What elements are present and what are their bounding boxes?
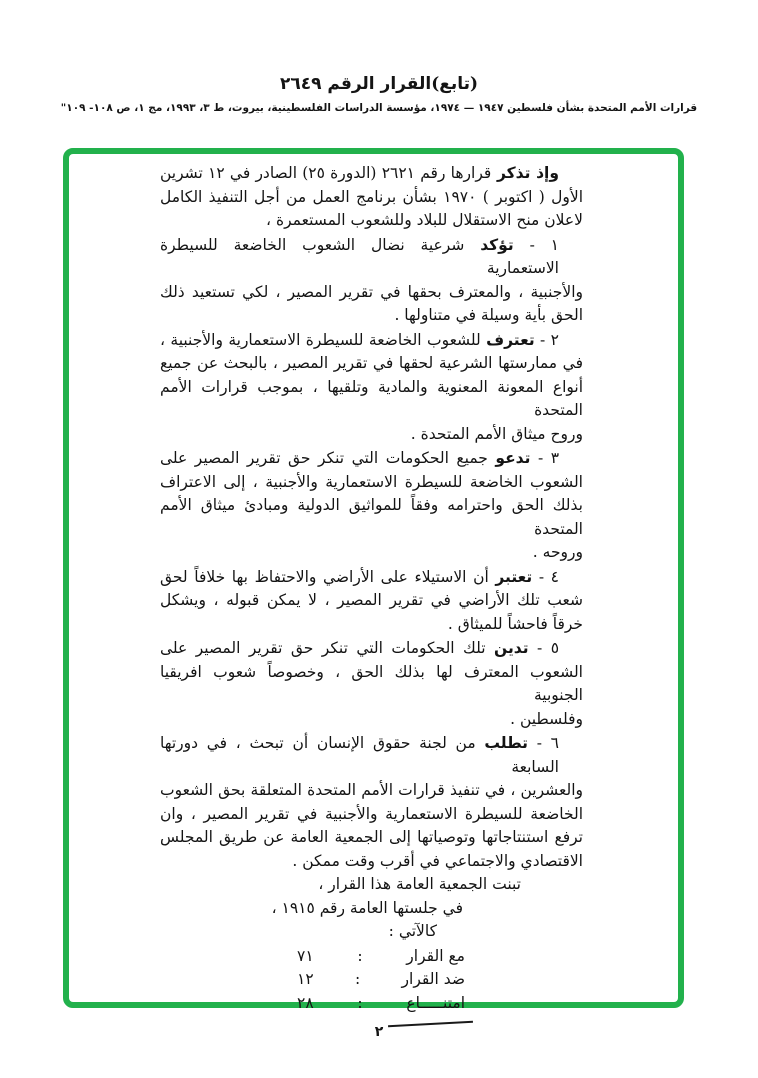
text-segment: وروح ميثاق الأمم المتحدة .	[410, 424, 583, 443]
text-line	[160, 541, 583, 565]
text-segment: ٤ -	[532, 567, 559, 586]
text-line	[160, 873, 583, 897]
text-segment: والأجنبية ، والمعترف بحقها في تقرير المصير ، لكي تستعيد ذلك	[160, 282, 583, 301]
vote-value: ١٢	[297, 970, 314, 988]
document-body	[160, 161, 583, 1025]
source-citation-line: قرارات الأمم المتحدة بشأن فلسطين ١٩٤٧ — ١٩٧٤، مؤسسة الدراسات الفلسطينية، بيروت، ط ٣، ١٩٩٣، مج ١، ص ١٠٨- ١٠٩"	[60, 102, 698, 114]
text-segment: شرعية نضال الشعوب الخاضعة للسيطرة الاستعمارية	[160, 235, 559, 277]
resolution-title: (تابع)القرار الرقم ٢٦٤٩	[279, 74, 479, 94]
text-line	[160, 779, 583, 803]
document-lines	[160, 161, 583, 944]
vote-colon: :	[357, 946, 363, 965]
vote-rows	[160, 945, 583, 1016]
text-segment: الشعوب الخاضعة للسيطرة الاستعمارية والأجنبية ، إلى الاعتراف	[160, 472, 583, 491]
text-line	[160, 233, 583, 281]
text-segment: الشعوب المعترف لها بذلك الحق ، وخصوصاً شعوب افريقيا الجنوبية	[160, 662, 583, 704]
text-segment: بذلك الحق واحترامه وفقاً للمواثيق الدولية ومبادئ ميثاق الأمم المتحدة	[160, 496, 583, 538]
vote-colon: :	[354, 970, 361, 988]
text-line	[160, 708, 583, 732]
text-segment: وروحه .	[532, 543, 583, 561]
text-segment: الاقتصادي والاجتماعي في أقرب وقت ممكن .	[292, 851, 583, 870]
text-segment: أن الاستيلاء على الأراضي والاحتفاظ بها خلافاً لحق	[160, 567, 496, 586]
text-line	[160, 731, 583, 779]
vote-colon: :	[357, 993, 363, 1012]
text-segment: أنواع المعونة المعنوية والمادية وتلقيها ، بموجب قرارات الأمم المتحدة	[160, 377, 583, 419]
vote-row	[297, 992, 465, 1016]
text-segment: لاعلان منح الاستقلال للبلاد وللشعوب المستعمرة ،	[266, 211, 583, 229]
text-segment: ترفع استنتاجاتها وتوصياتها إلى الجمعية العامة عن طريق المجلس	[160, 828, 583, 846]
text-line	[160, 304, 583, 328]
text-line	[160, 897, 583, 921]
text-line	[160, 209, 583, 233]
vote-value: ٢٨	[297, 993, 314, 1012]
text-line	[160, 661, 583, 708]
text-segment: تبنت الجمعية العامة هذا القرار ،	[318, 875, 521, 893]
text-line	[160, 589, 583, 613]
text-line	[160, 613, 583, 637]
text-line	[160, 186, 583, 210]
page-number: ٢	[374, 1024, 384, 1040]
text-line	[160, 281, 583, 305]
bold-text-segment: تدعو	[495, 448, 531, 467]
text-line	[160, 423, 583, 447]
text-segment: جميع الحكومات التي تنكر حق تقرير المصير على	[160, 449, 496, 467]
vote-label: امتنـــــاع	[406, 993, 465, 1012]
text-segment: ١ -	[513, 235, 559, 254]
text-segment: ٥ -	[528, 639, 560, 657]
text-segment: الخاضعة للسيطرة الاستعمارية والأجنبية في تقرير المصير ، وان	[160, 804, 583, 823]
bold-text-segment: وإذ تذكر	[491, 163, 559, 182]
vote-label: مع القرار	[406, 946, 465, 965]
text-segment: وفلسطين .	[510, 709, 583, 728]
vote-row	[297, 968, 465, 992]
text-line	[160, 471, 583, 495]
text-line	[160, 376, 583, 423]
text-line	[160, 826, 583, 850]
text-line	[160, 920, 583, 944]
text-segment: ٣ -	[530, 449, 560, 467]
text-line	[160, 850, 583, 874]
text-line	[160, 636, 583, 661]
text-segment: ٢ -	[534, 330, 559, 349]
text-segment: للشعوب الخاضعة للسيطرة الاستعمارية والأجنبية ،	[160, 330, 487, 349]
bold-text-segment: تدين	[494, 638, 529, 657]
vote-row	[297, 945, 465, 969]
text-segment: من لجنة حقوق الإنسان أن تبحث ، في دورتها السابعة	[160, 734, 559, 776]
text-segment: في ممارستها الشرعية لحقها في تقرير المصير ، بالبحث عن جميع	[160, 354, 583, 372]
bold-text-segment: تؤكد	[480, 234, 514, 254]
text-line	[160, 494, 583, 541]
text-line	[160, 446, 583, 471]
text-line	[160, 803, 583, 827]
text-segment: كالآتي :	[388, 922, 437, 940]
text-segment: تلك الحكومات التي تنكر حق تقرير المصير على	[160, 639, 495, 657]
bold-text-segment: تعتبر	[495, 566, 533, 586]
text-segment: والعشرين ، في تنفيذ قرارات الأمم المتحدة المتعلقة بحق الشعوب	[160, 781, 583, 799]
vote-value: ٧١	[297, 946, 314, 965]
text-line	[160, 565, 583, 590]
text-segment: شعب تلك الأراضي في تقرير المصير ، لا يمكن قبوله ، ويشكل	[160, 591, 583, 609]
text-segment: الأول ( اكتوبر ) ١٩٧٠ بشأن برنامج العمل من أجل التنفيذ الكامل	[160, 187, 583, 206]
text-line	[160, 161, 583, 186]
bold-text-segment: تطلب	[484, 733, 528, 752]
bold-text-segment: تعترف	[486, 329, 535, 349]
text-line	[160, 328, 583, 353]
text-segment: خرقاً فاحشاً للميثاق .	[447, 614, 583, 633]
text-segment: في جلستها العامة رقم ١٩١٥ ،	[271, 898, 463, 917]
text-line	[160, 352, 583, 376]
vote-label: ضد القرار	[401, 970, 465, 988]
text-segment: قرارها رقم ٢٦٢١ (الدورة ٢٥) الصادر في ١٢ تشرين	[160, 164, 492, 182]
text-segment: الحق بأية وسيلة في متناولها .	[394, 306, 583, 324]
text-segment: ٦ -	[528, 734, 559, 752]
